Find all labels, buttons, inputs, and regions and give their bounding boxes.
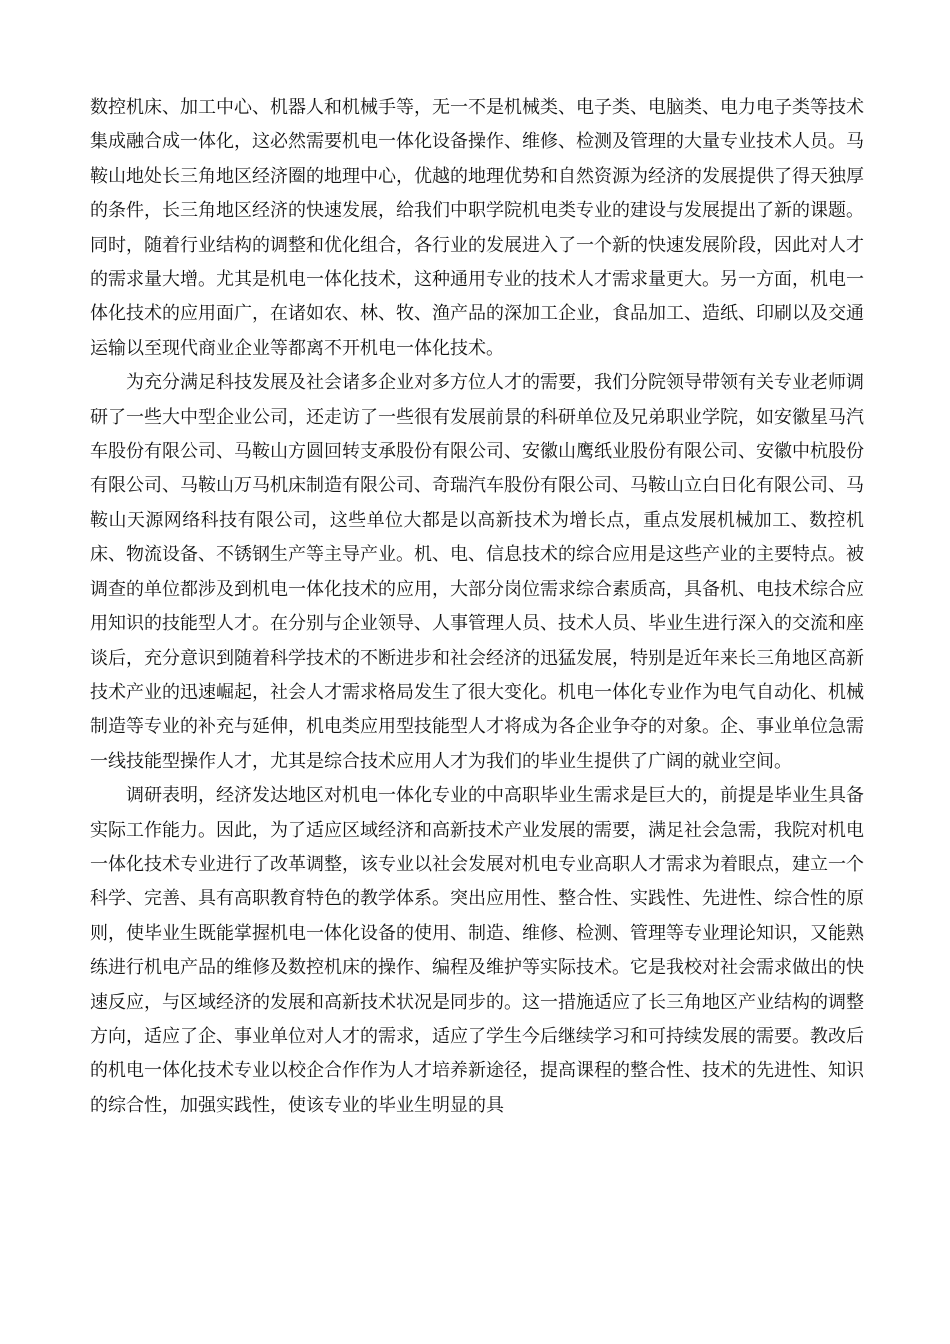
paragraph-2: 为充分满足科技发展及社会诸多企业对多方位人才的需要，我们分院领导带领有关专业老师调研了一些大中型企业公司，还走访了一些很有发展前景的科研单位及兄弟职业学院，如安徽星马汽车股份有限公司、马鞍山方圆回转支承股份有限公司、安徽山鹰纸业股份有限公司、安徽中杭股份有限公司、马鞍山万马机床制造有限公司、奇瑞汽车股份有限公司、马鞍山立白日化有限公司、马鞍山天源网络科技有限公司，这些单位大都是以高新技术为增长点，重点发展机械加工、数控机床、物流设备、不锈钢生产等主导产业。机、电、信息技术的综合应用是这些产业的主要特点。被调查的单位都涉及到机电一体化技术的应用，大部分岗位需求综合素质高，具备机、电技术综合应用知识的技能型人才。在分别与企业领导、人事管理人员、技术人员、毕业生进行深入的交流和座谈后，充分意识到随着科学技术的不断进步和社会经济的迅猛发展，特别是近年来长三角地区高新技术产业的迅速崛起，社会人才需求格局发生了很大变化。机电一体化专业作为电气自动化、机械制造等专业的补充与延伸，机电类应用型技能型人才将成为各企业争夺的对象。企、事业单位急需一线技能型操作人才，尤其是综合技术应用人才为我们的毕业生提供了广阔的就业空间。 — [90, 372, 864, 772]
paragraph-3: 调研表明，经济发达地区对机电一体化专业的中高职毕业生需求是巨大的，前提是毕业生具备实际工作能力。因此，为了适应区域经济和高新技术产业发展的需要，满足社会急需，我院对机电一体化技术专业进行了改革调整，该专业以社会发展对机电专业高职人才需求为着眼点，建立一个科学、完善、具有高职教育特色的教学体系。突出应用性、整合性、实践性、先进性、综合性的原则，使毕业生既能掌握机电一体化设备的使用、制造、维修、检测、管理等专业理论知识，又能熟练进行机电产品的维修及数控机床的操作、编程及维护等实际技术。它是我校对社会需求做出的快速反应，与区域经济的发展和高新技术状况是同步的。这一措施适应了长三角地区产业结构的调整方向，适应了企、事业单位对人才的需求，适应了学生今后继续学习和可持续发展的需要。教改后的机电一体化技术专业以校企合作作为人才培养新途径，提高课程的整合性、技术的先进性、知识的综合性，加强实践性，使该专业的毕业生明显的具 — [90, 785, 864, 1116]
paragraph-1: 数控机床、加工中心、机器人和机械手等，无一不是机械类、电子类、电脑类、电力电子类等技术集成融合成一体化，这必然需要机电一体化设备操作、维修、检测及管理的大量专业技术人员。马鞍山地处长三角地区经济圈的地理中心，优越的地理优势和自然资源为经济的发展提供了得天独厚的条件，长三角地区经济的快速发展，给我们中职学院机电类专业的建设与发展提出了新的课题。同时，随着行业结构的调整和优化组合，各行业的发展进入了一个新的快速发展阶段，因此对人才的需求量大增。尤其是机电一体化技术，这种通用专业的技术人才需求量更大。另一方面，机电一体化技术的应用面广，在诸如农、林、牧、渔产品的深加工企业，食品加工、造纸、印刷以及交通运输以至现代商业企业等都离不开机电一体化技术。 — [90, 97, 864, 359]
document-page — [90, 91, 864, 1123]
